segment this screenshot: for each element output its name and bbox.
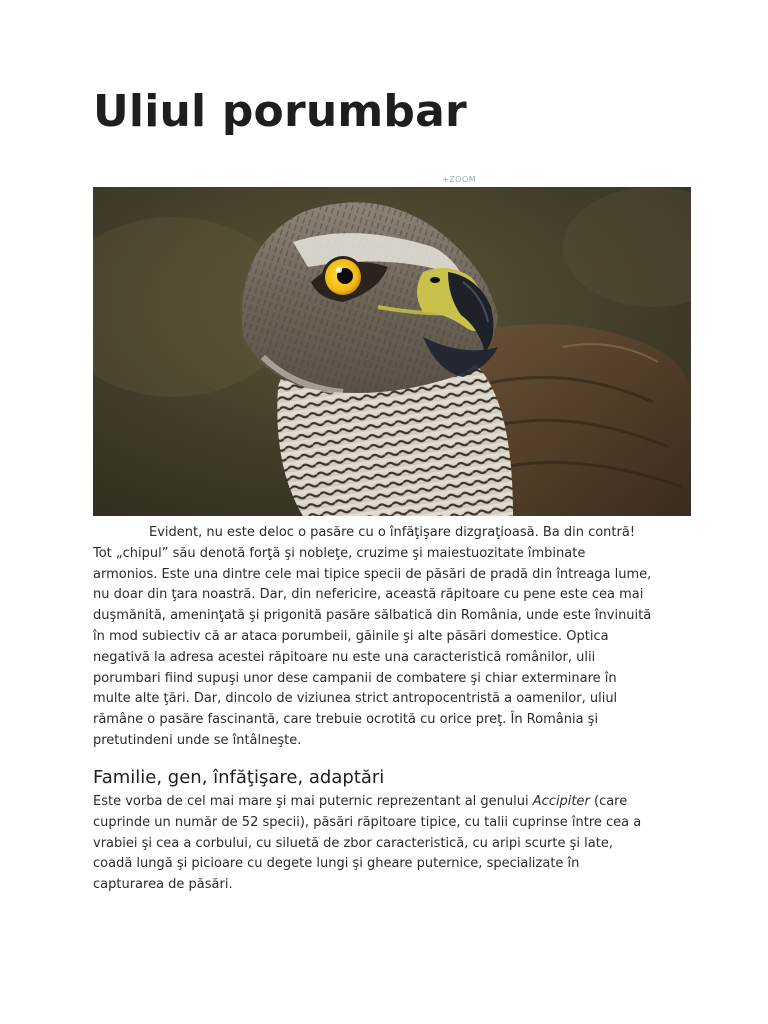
paragraph-line: coadă lungă şi picioare cu degete lungi şi gheare puternice, specializate în	[93, 856, 580, 872]
paragraph-line	[93, 792, 691, 813]
paragraph-line: armonios. Este una dintre cele mai tipice specii de păsări de pradă din întreaga lume,	[93, 566, 652, 582]
paragraph-line: Evident, nu este deloc o pasăre cu o înfăţişare dizgraţioasă. Ba din contră!	[149, 525, 636, 540]
paragraph-line: pretutindeni unde se întâlneşte.	[93, 732, 302, 748]
paragraph-line: porumbari fiind supuşi unor dese campanii de combatere şi chiar exterminare în	[93, 670, 617, 686]
paragraph-line: cuprinde un număr de 52 specii), păsări răpitoare tipice, cu talii cuprinse între cea a	[93, 814, 642, 830]
paragraph-line: duşmănită, ameninţată şi prigonită pasăre sălbatică din România, unde este învinuită	[93, 608, 652, 624]
goshawk-photo	[93, 187, 691, 516]
paragraph-line: multe alte ţări. Dar, dincolo de viziunea strict antropocentristă a oamenilor, uliul	[93, 691, 618, 707]
line-text: (care	[589, 794, 628, 809]
line-text: Este vorba de cel mai mare şi mai puternic reprezentant al genului	[93, 794, 533, 809]
paragraph-line: capturarea de păsări.	[93, 877, 233, 893]
intro-paragraph	[93, 523, 691, 752]
zoom-link[interactable]: +ZOOM	[442, 175, 477, 184]
genus-name: Accipiter	[532, 794, 590, 809]
paragraph-line: rămâne o pasăre fascinantă, care trebuie ocrotită cu orice preţ. În România şi	[93, 712, 599, 728]
paragraph-line: în mod subiectiv că ar ataca porumbeii, găinile şi alte păsări domestice. Optica	[93, 628, 609, 644]
page-title: Uliul porumbar	[93, 86, 467, 137]
paragraph-line: nu doar din ţara noastră. Dar, din nefericire, această răpitoare cu pene este cea mai	[93, 587, 644, 603]
paragraph-line: vrabiei şi cea a corbului, cu siluetă de zbor caracteristică, cu aripi scurte şi late,	[93, 835, 613, 851]
section-paragraph	[93, 792, 691, 896]
paragraph-line: negativă la adresa acestei răpitoare nu este una caracteristică românilor, ulii	[93, 649, 596, 665]
paragraph-line: Tot „chipul” său denotă forţă şi nobleţe, cruzime şi maiestuozitate îmbinate	[93, 545, 586, 561]
section-heading: Familie, gen, înfăţişare, adaptări	[93, 767, 385, 788]
